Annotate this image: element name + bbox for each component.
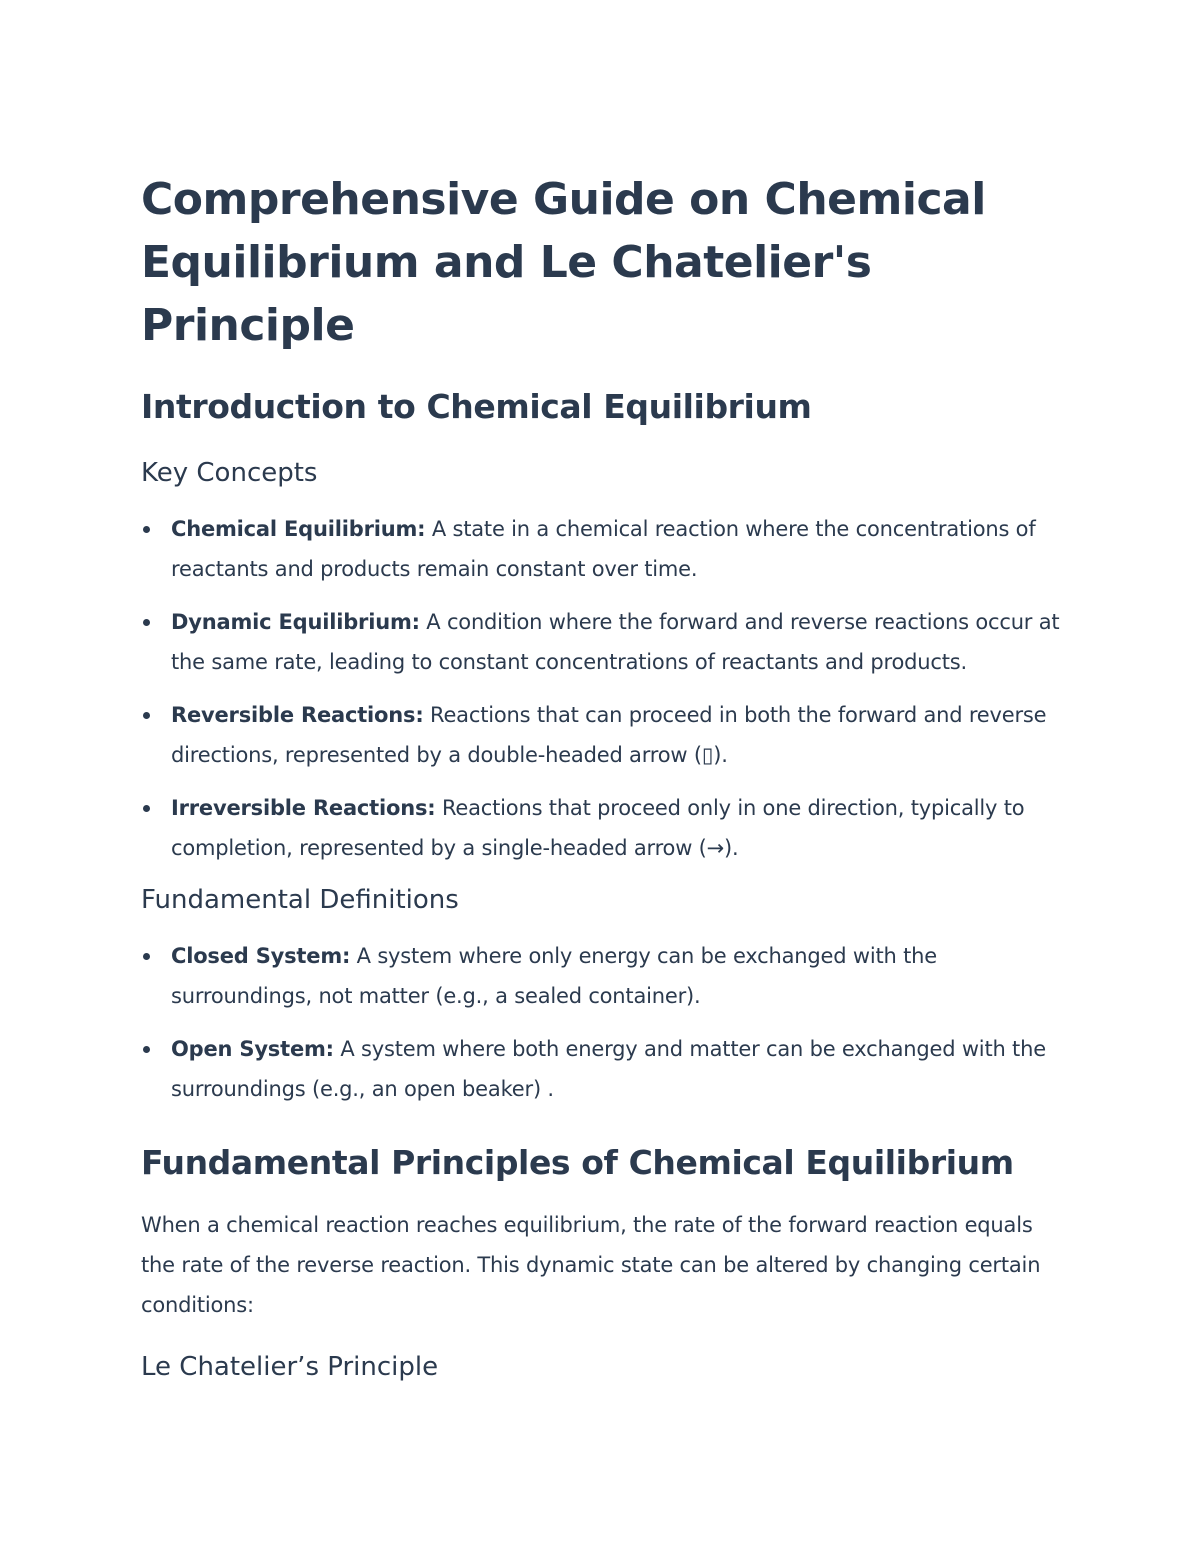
list-item-term: Closed System: xyxy=(171,944,351,968)
list-item-text: A system where only energy can be exchanged with the surroundings, not matter (e.g., a sealed container). xyxy=(171,944,937,1008)
list-item-term: Irreversible Reactions: xyxy=(171,796,436,820)
section-heading-fundamental-principles: Fundamental Principles of Chemical Equilibrium xyxy=(141,1143,1014,1182)
list-item-term: Chemical Equilibrium: xyxy=(171,517,426,541)
list-item xyxy=(141,602,1061,682)
fundamental-definitions-list xyxy=(141,936,1061,1109)
list-item-text: Reactions that can proceed in both the forward and reverse directions, represented by a double-headed arrow (▯). xyxy=(171,703,1047,767)
list-item-text: A condition where the forward and reverse reactions occur at the same rate, leading to constant concentrations of reactants and products. xyxy=(171,610,1060,674)
list-item-text: A state in a chemical reaction where the concentrations of reactants and products remain constant over time. xyxy=(171,517,1036,581)
subsection-heading-key-concepts: Key Concepts xyxy=(141,458,318,488)
body-paragraph: When a chemical reaction reaches equilibrium, the rate of the forward reaction equals the rate of the reverse reaction. This dynamic state can be altered by changing certain conditions: xyxy=(141,1213,1041,1317)
list-item xyxy=(141,695,1061,775)
list-item-term: Dynamic Equilibrium: xyxy=(171,610,420,634)
document-page xyxy=(141,168,1061,1385)
list-item-text: A system where both energy and matter can be exchanged with the surroundings (e.g., an open beaker) . xyxy=(171,1037,1046,1101)
subsection-heading-fundamental-definitions: Fundamental Definitions xyxy=(141,885,459,915)
bullet-icon xyxy=(143,619,150,626)
list-item xyxy=(141,1029,1061,1109)
bullet-icon xyxy=(143,712,150,719)
section-heading-introduction: Introduction to Chemical Equilibrium xyxy=(141,387,812,426)
list-item-text: Reactions that proceed only in one direction, typically to completion, represented by a single-headed arrow (→). xyxy=(171,796,1025,860)
bullet-icon xyxy=(143,953,150,960)
bullet-icon xyxy=(143,1046,150,1053)
document-title: Comprehensive Guide on Chemical Equilibrium and Le Chatelier's Principle xyxy=(141,174,986,351)
list-item xyxy=(141,936,1061,1016)
bullet-icon xyxy=(143,526,150,533)
list-item-term: Reversible Reactions: xyxy=(171,703,424,727)
list-item xyxy=(141,509,1061,589)
list-item xyxy=(141,788,1061,868)
subsection-heading-le-chatelier: Le Chatelier’s Principle xyxy=(141,1352,439,1382)
list-item-term: Open System: xyxy=(171,1037,334,1061)
key-concepts-list xyxy=(141,509,1061,868)
bullet-icon xyxy=(143,805,150,812)
